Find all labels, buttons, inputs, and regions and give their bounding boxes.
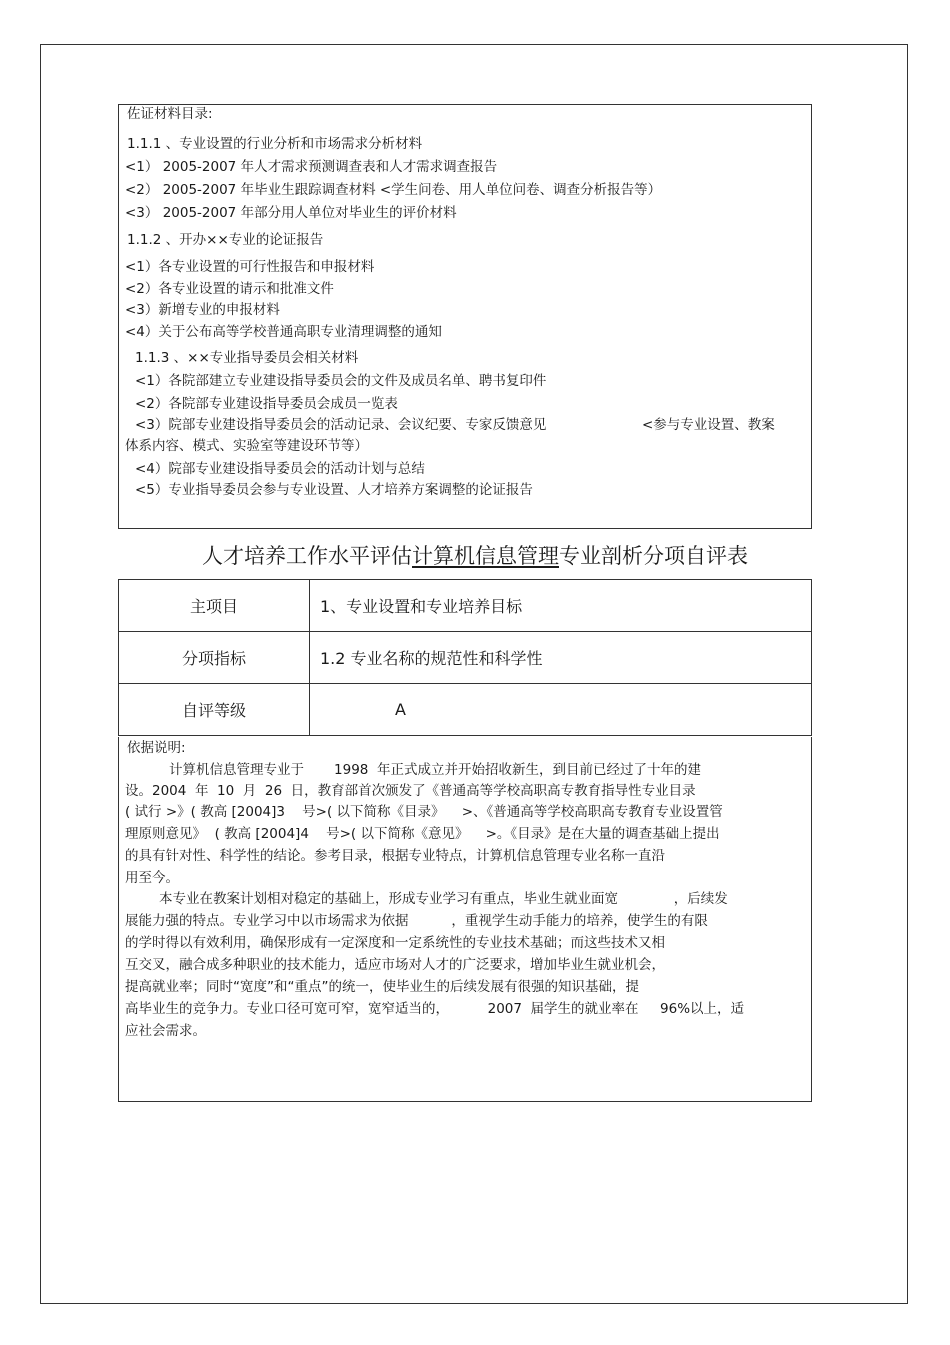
self-rating-label: 自评等级 <box>119 684 310 736</box>
evidence-item: <参与专业设置、教案 <box>642 417 775 433</box>
basis-line: 互交叉，融合成多种职业的技术能力，适应市场对人才的广泛要求，增加毕业生就业机会， <box>125 957 665 973</box>
table-row <box>119 632 812 684</box>
evidence-item: 体系内容、模式、实验室等建设环节等） <box>125 438 368 454</box>
basis-line: 应社会需求。 <box>125 1023 206 1039</box>
evidence-heading: 佐证材料目录: <box>127 106 213 122</box>
basis-line: ( 试行 >》( 教高 [2004]3 号>( 以下简称《目录》 >、《普通高等学校高职高专教育专业设置管 <box>125 804 723 820</box>
basis-line: 展能力强的特点。专业学习中以市场需求为依据 ，重视学生动手能力的培养，使学生的有限 <box>125 913 708 929</box>
table-row <box>119 580 812 632</box>
title-suffix: 专业剖析分项自评表 <box>559 544 748 568</box>
basis-line: 用至今。 <box>125 870 179 886</box>
basis-line: 的具有针对性、科学性的结论。参考目录，根据专业特点，计算机信息管理专业名称一直沿 <box>125 848 665 864</box>
assessment-table <box>118 579 812 736</box>
evidence-item: <3）院部专业建设指导委员会的活动记录、会议纪要、专家反馈意见 <box>135 417 547 433</box>
basis-line: 计算机信息管理专业于 1998 年正式成立并开始招收新生，到目前已经过了十年的建 <box>169 762 701 778</box>
basis-line: 高毕业生的竞争力。专业口径可宽可窄，宽窄适当的， 2007 届学生的就业率在 96%以上，适 <box>125 1001 745 1017</box>
evidence-item: <1） 2005-2007 年人才需求预测调查表和人才需求调查报告 <box>125 159 498 175</box>
evidence-item: <4）院部专业建设指导委员会的活动计划与总结 <box>135 461 425 477</box>
evidence-item: <2）各院部专业建设指导委员会成员一览表 <box>135 396 398 412</box>
evidence-item: <3） 2005-2007 年部分用人单位对毕业生的评价材料 <box>125 205 457 221</box>
evidence-item: <3）新增专业的申报材料 <box>125 302 280 318</box>
evidence-item: 1.1.1 、专业设置的行业分析和市场需求分析材料 <box>127 136 423 152</box>
document-title <box>0 540 950 570</box>
basis-line: 提高就业率；同时“宽度”和“重点”的统一，使毕业生的后续发展有很强的知识基础，提 <box>125 979 639 995</box>
table-row <box>119 684 812 736</box>
sub-indicator-value: 1.2 专业名称的规范性和科学性 <box>310 632 812 684</box>
evidence-item: <2）各专业设置的请示和批准文件 <box>125 281 334 297</box>
title-prefix: 人才培养工作水平评估 <box>202 544 412 568</box>
evidence-item: 1.1.3 、××专业指导委员会相关材料 <box>135 350 359 366</box>
evidence-item: <1）各专业设置的可行性报告和申报材料 <box>125 259 375 275</box>
evidence-item: <5）专业指导委员会参与专业设置、人才培养方案调整的论证报告 <box>135 482 533 498</box>
basis-explanation-box <box>118 737 812 1102</box>
title-major: 计算机信息管理 <box>412 544 559 568</box>
sub-indicator-label: 分项指标 <box>119 632 310 684</box>
basis-line: 本专业在教案计划相对稳定的基础上，形成专业学习有重点，毕业生就业面宽 ，后续发 <box>159 891 728 907</box>
basis-line: 的学时得以有效利用，确保形成有一定深度和一定系统性的专业技术基础；而这些技术又相 <box>125 935 665 951</box>
main-item-value: 1、专业设置和专业培养目标 <box>310 580 812 632</box>
self-rating-value: A <box>310 684 812 736</box>
basis-line: 设。2004 年 10 月 26 日，教育部首次颁发了《普通高等学校高职高专教育指导性专业目录 <box>125 783 696 799</box>
basis-heading: 依据说明: <box>127 740 186 756</box>
evidence-item: 1.1.2 、开办××专业的论证报告 <box>127 232 324 248</box>
evidence-item: <2） 2005-2007 年毕业生跟踪调查材料 <学生问卷、用人单位问卷、调查分析报告等） <box>125 182 662 198</box>
basis-line: 理原则意见》 ( 教高 [2004]4 号>( 以下简称《意见》 >。《目录》是在大量的调查基础上提出 <box>125 826 720 842</box>
main-item-label: 主项目 <box>119 580 310 632</box>
evidence-item: <1）各院部建立专业建设指导委员会的文件及成员名单、聘书复印件 <box>135 373 547 389</box>
evidence-catalog-box <box>118 104 812 529</box>
evidence-item: <4）关于公布高等学校普通高职专业清理调整的通知 <box>125 324 442 340</box>
